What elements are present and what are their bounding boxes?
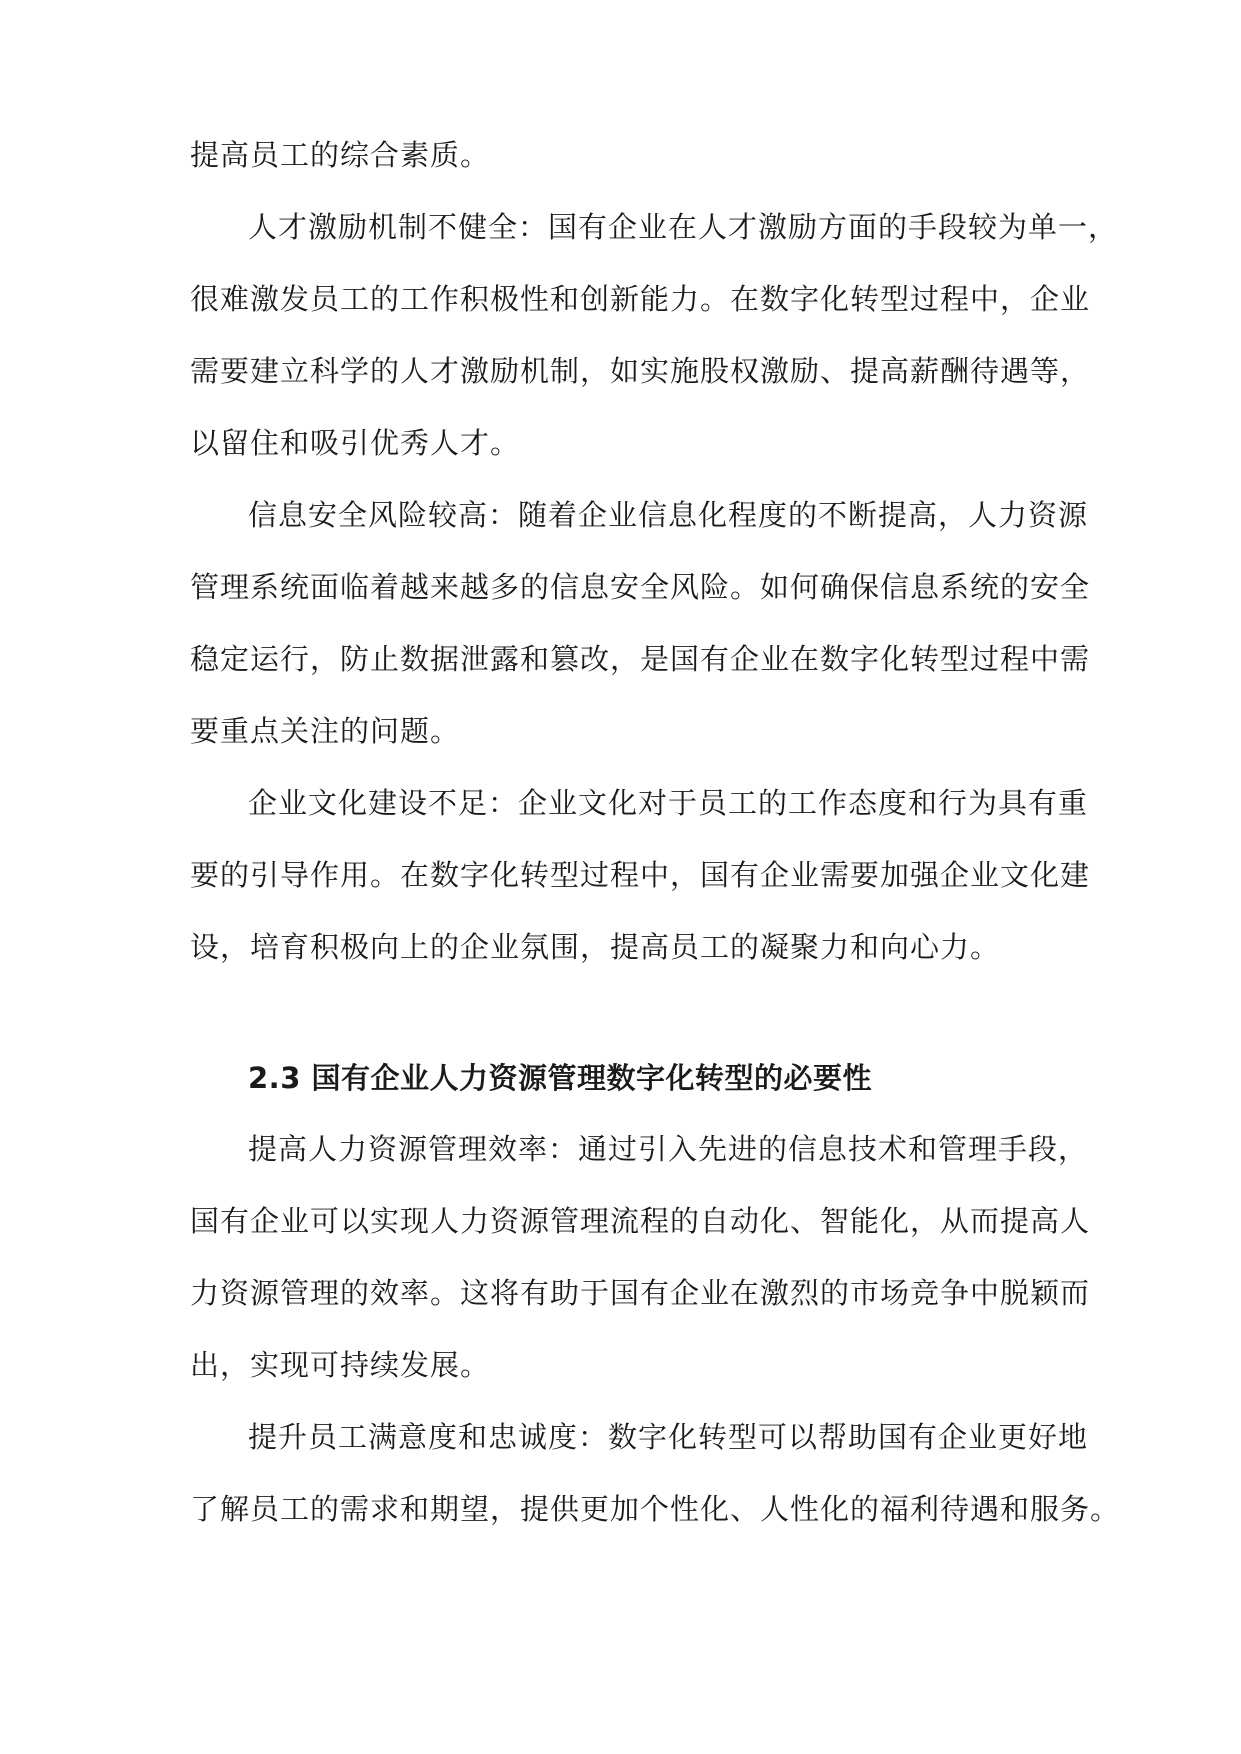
section-heading: 2.3 国有企业人力资源管理数字化转型的必要性: [248, 1061, 872, 1095]
paragraph-line: 信息安全风险较高：随着企业信息化程度的不断提高，人力资源: [248, 498, 1089, 532]
paragraph-line: 以留住和吸引优秀人才。: [190, 426, 521, 460]
paragraph-line: 管理系统面临着越来越多的信息安全风险。如何确保信息系统的安全: [190, 570, 1091, 604]
paragraph-line: 要的引导作用。在数字化转型过程中，国有企业需要加强企业文化建: [190, 858, 1091, 892]
paragraph-line: 设，培育积极向上的企业氛围，提高员工的凝聚力和向心力。: [190, 930, 1001, 964]
paragraph-line: 企业文化建设不足：企业文化对于员工的工作态度和行为具有重: [248, 786, 1089, 820]
paragraph-line: 力资源管理的效率。这将有助于国有企业在激烈的市场竞争中脱颖而: [190, 1276, 1091, 1310]
paragraph-line: 提高人力资源管理效率：通过引入先进的信息技术和管理手段，: [248, 1132, 1089, 1166]
paragraph-line: 要重点关注的问题。: [190, 714, 461, 748]
paragraph-line: 稳定运行，防止数据泄露和篡改，是国有企业在数字化转型过程中需: [190, 642, 1091, 676]
paragraph-line: 提高员工的综合素质。: [190, 138, 491, 172]
paragraph-line: 了解员工的需求和期望，提供更加个性化、人性化的福利待遇和服务。: [190, 1492, 1121, 1526]
paragraph-line: 国有企业可以实现人力资源管理流程的自动化、智能化，从而提高人: [190, 1204, 1091, 1238]
paragraph-line: 出，实现可持续发展。: [190, 1348, 491, 1382]
body-text-before-heading: [190, 119, 1119, 983]
paragraph-line: 提升员工满意度和忠诚度：数字化转型可以帮助国有企业更好地: [248, 1420, 1089, 1454]
paragraph-line: 很难激发员工的工作积极性和创新能力。在数字化转型过程中，企业: [190, 282, 1091, 316]
paragraph-line: 需要建立科学的人才激励机制，如实施股权激励、提高薪酬待遇等，: [190, 354, 1091, 388]
paragraph-line: 人才激励机制不健全：国有企业在人才激励方面的手段较为单一，: [248, 210, 1119, 244]
body-text-after-heading: [190, 1113, 1121, 1545]
